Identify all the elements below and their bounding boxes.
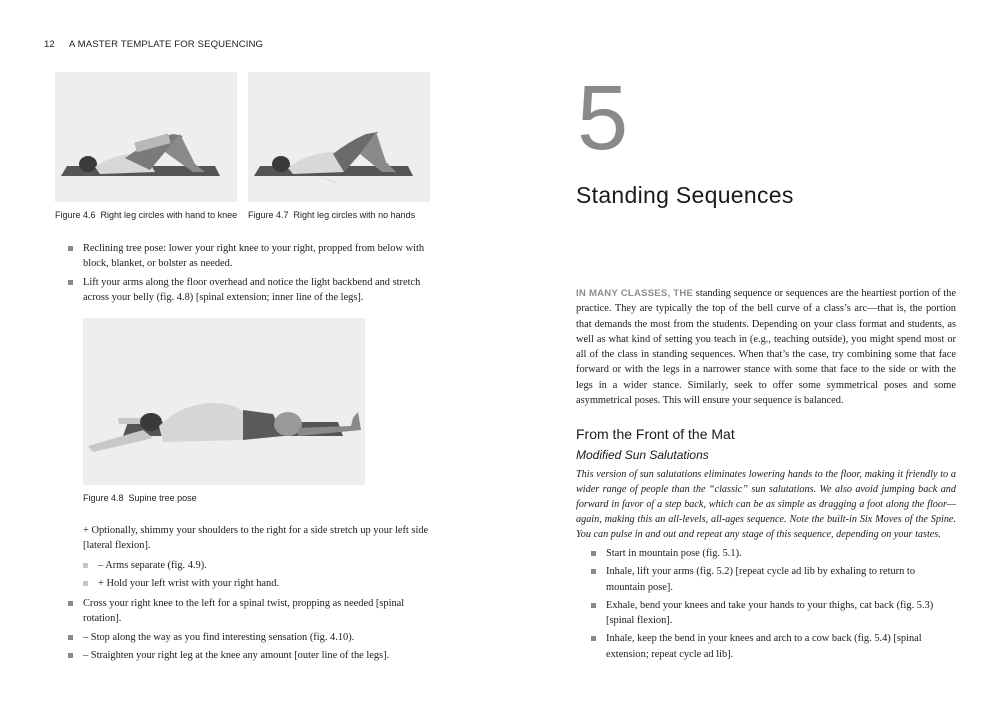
figure-caption-text: Right leg circles with hand to knee <box>100 210 238 220</box>
steps-list <box>591 546 953 665</box>
list-item: Exhale, bend your knees and take your hands to your thighs, cat back (fig. 5.3) [spinal flexion]. <box>591 598 953 629</box>
list-item: Cross your right knee to the left for a spinal twist, propping as needed [spinal rotation]. <box>68 596 434 627</box>
figure-4-8-photo <box>83 318 365 485</box>
chapter-number: 5 <box>577 67 629 169</box>
list-item: – Straighten your right leg at the knee any amount [outer line of the legs]. <box>68 648 434 663</box>
figure-caption-text: Supine tree pose <box>128 493 197 503</box>
bullet-list-top <box>68 241 434 308</box>
figure-4-8-caption <box>83 493 197 503</box>
list-item: – Arms separate (fig. 4.9). <box>83 558 435 573</box>
list-item: Lift your arms along the floor overhead and notice the light backbend and stretch across your belly (fig. 4.8) [spinal extension; inner line of the legs]. <box>68 275 434 306</box>
subsection-heading: Modified Sun Salutations <box>576 448 709 462</box>
section-heading: From the Front of the Mat <box>576 426 735 442</box>
bullet-list-bottom <box>68 596 434 666</box>
chapter-title: Standing Sequences <box>576 182 794 208</box>
list-item: Reclining tree pose: lower your right knee to your right, propped from below with block, blanket, or bolster as needed. <box>68 241 434 272</box>
lead-in: IN MANY CLASSES, THE <box>576 288 694 299</box>
figure-label: Figure 4.6 <box>55 210 96 220</box>
figure-4-6-photo <box>55 72 237 202</box>
list-item: Start in mountain pose (fig. 5.1). <box>591 546 953 561</box>
running-head-title: A MASTER TEMPLATE FOR SEQUENCING <box>68 39 264 50</box>
figure-caption-text: Right leg circles with no hands <box>293 210 416 220</box>
page-number: 12 <box>44 39 55 50</box>
optional-paragraph: + Optionally, shimmy your shoulders to the right for a side stretch up your left side [lateral flexion]. <box>83 525 429 552</box>
figure-label: Figure 4.8 <box>83 493 124 503</box>
running-head <box>44 39 263 50</box>
figure-4-6-caption <box>55 210 237 220</box>
figure-label: Figure 4.7 <box>248 210 289 220</box>
intro-italic-paragraph: This version of sun salutations eliminates lowering hands to the floor, making it friendly to a wider range of people than the “classic” sun salutations. We also avoid jumping back and forward in favor of a step back, which can be as simple as dragging a foot along the floor—again, making this an all-levels, all-ages sequence. Note the built-in Six Moves of the Spine. You can pulse in and out and repeat any stage of this sequence, depending on your tastes. <box>576 469 956 541</box>
leg-circles-no-hands-image <box>248 72 430 202</box>
list-item: – Stop along the way as you find interesting sensation (fig. 4.10). <box>68 630 434 645</box>
list-item: Inhale, lift your arms (fig. 5.2) [repeat cycle ad lib by exhaling to return to mountain pose]. <box>591 564 953 595</box>
leg-circles-hand-to-knee-image <box>55 72 237 202</box>
list-item: + Hold your left wrist with your right hand. <box>83 576 435 591</box>
figure-4-7-photo <box>248 72 430 202</box>
figure-4-7-caption <box>248 210 415 220</box>
list-item: Inhale, keep the bend in your knees and arch to a cow back (fig. 5.4) [spinal extension; repeat cycle ad lib]. <box>591 631 953 662</box>
opening-paragraph <box>576 286 956 408</box>
supine-tree-pose-image <box>83 318 365 485</box>
sub-bullet-list <box>83 558 435 595</box>
opening-paragraph-text: standing sequence or sequences are the heartiest portion of the practice. They are typically the top of the bell curve of a class’s arc—that is, the portion that demands the most from the students. Depending on your class format and students, as well as what kind of setting you teach in (e.g., teaching outside), you might spend most or all of the class in standing sequences. When that’s the case, try combining some that face forward or with the legs in a narrower stance with some that face to the side or with the legs in a wider stance. Similarly, seek to offer some symmetrical poses and some asymmetrical poses. This will ensure your sequence is balanced. <box>576 288 956 407</box>
